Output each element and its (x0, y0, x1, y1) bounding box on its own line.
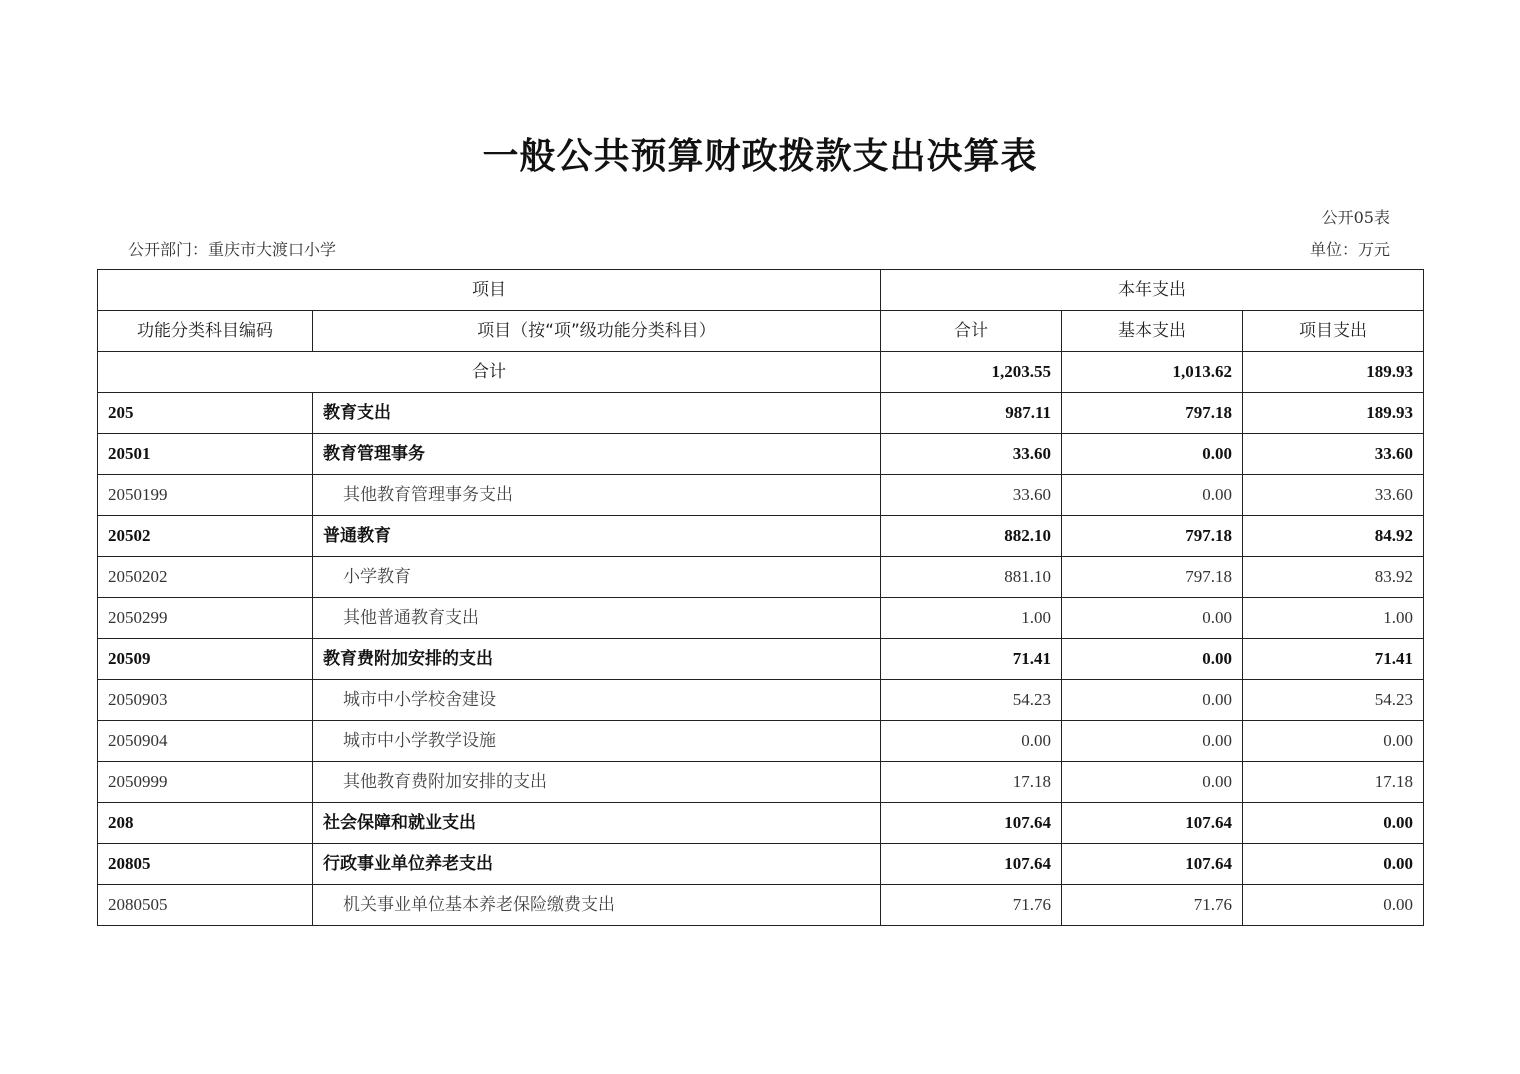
header-project: 项目 (98, 270, 881, 311)
total-project: 189.93 (1243, 352, 1424, 393)
row-code: 2050202 (98, 557, 313, 598)
row-name: 其他教育管理事务支出 (313, 475, 881, 516)
table-row (98, 557, 1424, 598)
row-code: 20509 (98, 639, 313, 680)
row-project: 0.00 (1243, 844, 1424, 885)
table-row (98, 434, 1424, 475)
row-total: 71.76 (881, 885, 1062, 926)
row-basic: 0.00 (1062, 721, 1243, 762)
row-basic: 107.64 (1062, 803, 1243, 844)
row-total: 107.64 (881, 844, 1062, 885)
row-name: 社会保障和就业支出 (313, 803, 881, 844)
row-project: 1.00 (1243, 598, 1424, 639)
row-code: 20805 (98, 844, 313, 885)
row-total: 54.23 (881, 680, 1062, 721)
row-name: 普通教育 (313, 516, 881, 557)
row-name: 教育费附加安排的支出 (313, 639, 881, 680)
row-code: 2050904 (98, 721, 313, 762)
row-code: 2050999 (98, 762, 313, 803)
table-row (98, 680, 1424, 721)
row-total: 882.10 (881, 516, 1062, 557)
row-code: 2050299 (98, 598, 313, 639)
header-basic: 基本支出 (1062, 311, 1243, 352)
row-basic: 797.18 (1062, 516, 1243, 557)
department-label: 公开部门：重庆市大渡口小学 (128, 240, 337, 259)
row-code: 2080505 (98, 885, 313, 926)
row-code: 20502 (98, 516, 313, 557)
row-total: 71.41 (881, 639, 1062, 680)
row-basic: 0.00 (1062, 434, 1243, 475)
row-name: 城市中小学教学设施 (313, 721, 881, 762)
table-row (98, 475, 1424, 516)
header-row-1 (98, 270, 1424, 311)
row-code: 2050903 (98, 680, 313, 721)
row-total: 33.60 (881, 434, 1062, 475)
row-project: 0.00 (1243, 885, 1424, 926)
form-number: 公开05表 (1321, 208, 1390, 227)
row-basic: 0.00 (1062, 475, 1243, 516)
row-name: 教育支出 (313, 393, 881, 434)
unit-label: 单位：万元 (1309, 240, 1390, 259)
row-total: 881.10 (881, 557, 1062, 598)
row-basic: 0.00 (1062, 680, 1243, 721)
row-basic: 797.18 (1062, 393, 1243, 434)
expenditure-table (97, 269, 1424, 926)
header-project-exp: 项目支出 (1243, 311, 1424, 352)
row-basic: 797.18 (1062, 557, 1243, 598)
row-basic: 71.76 (1062, 885, 1243, 926)
row-name: 教育管理事务 (313, 434, 881, 475)
row-basic: 0.00 (1062, 639, 1243, 680)
table-row (98, 762, 1424, 803)
table-row (98, 598, 1424, 639)
total-row (98, 352, 1424, 393)
table-row (98, 844, 1424, 885)
total-amount: 1,203.55 (881, 352, 1062, 393)
header-total: 合计 (881, 311, 1062, 352)
page-title: 一般公共预算财政拨款支出决算表 (482, 136, 1038, 177)
row-basic: 0.00 (1062, 598, 1243, 639)
row-project: 33.60 (1243, 434, 1424, 475)
total-label: 合计 (98, 352, 881, 393)
row-code: 2050199 (98, 475, 313, 516)
row-project: 33.60 (1243, 475, 1424, 516)
table-row (98, 516, 1424, 557)
row-project: 0.00 (1243, 803, 1424, 844)
row-total: 107.64 (881, 803, 1062, 844)
header-this-year: 本年支出 (881, 270, 1424, 311)
row-project: 83.92 (1243, 557, 1424, 598)
header-row-2 (98, 311, 1424, 352)
table-row (98, 885, 1424, 926)
row-project: 54.23 (1243, 680, 1424, 721)
table-row (98, 393, 1424, 434)
row-project: 17.18 (1243, 762, 1424, 803)
row-code: 205 (98, 393, 313, 434)
header-code: 功能分类科目编码 (98, 311, 313, 352)
row-project: 71.41 (1243, 639, 1424, 680)
row-total: 0.00 (881, 721, 1062, 762)
row-basic: 107.64 (1062, 844, 1243, 885)
row-total: 33.60 (881, 475, 1062, 516)
header-name: 项目（按“项”级功能分类科目） (313, 311, 881, 352)
row-name: 其他教育费附加安排的支出 (313, 762, 881, 803)
table-row (98, 721, 1424, 762)
row-name: 小学教育 (313, 557, 881, 598)
row-total: 987.11 (881, 393, 1062, 434)
row-name: 机关事业单位基本养老保险缴费支出 (313, 885, 881, 926)
row-code: 20501 (98, 434, 313, 475)
row-total: 1.00 (881, 598, 1062, 639)
row-project: 0.00 (1243, 721, 1424, 762)
table-row (98, 803, 1424, 844)
table-row (98, 639, 1424, 680)
row-basic: 0.00 (1062, 762, 1243, 803)
row-project: 189.93 (1243, 393, 1424, 434)
row-project: 84.92 (1243, 516, 1424, 557)
total-basic: 1,013.62 (1062, 352, 1243, 393)
row-name: 城市中小学校舍建设 (313, 680, 881, 721)
row-name: 行政事业单位养老支出 (313, 844, 881, 885)
row-code: 208 (98, 803, 313, 844)
row-total: 17.18 (881, 762, 1062, 803)
row-name: 其他普通教育支出 (313, 598, 881, 639)
